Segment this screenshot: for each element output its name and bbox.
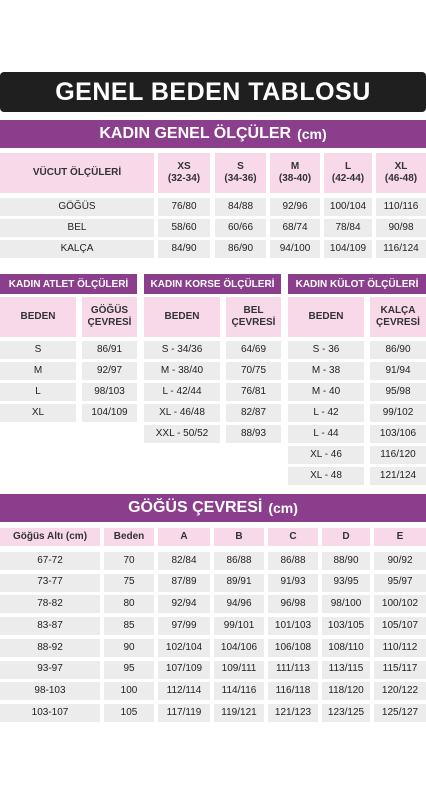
gogus-value-cell: 73-77 <box>0 574 100 592</box>
genel-size-range: (46-48) <box>384 173 418 184</box>
genel-size-range: (42-44) <box>331 173 365 184</box>
genel-size-name: L <box>344 160 352 172</box>
genel-value-cell: 84/88 <box>215 198 266 216</box>
gogus-value-cell: 111/113 <box>268 661 318 679</box>
atlet-header-beden: BEDEN <box>0 297 76 337</box>
gogus-value-cell: 107/109 <box>158 661 210 679</box>
genel-header-label: VÜCUT ÖLÇÜLERİ <box>0 153 154 193</box>
genel-size-name: XS <box>177 160 191 172</box>
atlet-title: KADIN ATLET ÖLÇÜLERİ <box>0 274 137 294</box>
kulot-row-cevre: 91/94 <box>370 362 426 380</box>
korse-header-beden: BEDEN <box>144 297 220 337</box>
korse-row-beden: S - 34/36 <box>144 341 220 359</box>
kulot-header-beden: BEDEN <box>288 297 364 337</box>
genel-row-label: GÖĞÜS <box>0 198 154 216</box>
gogus-value-cell: 112/114 <box>158 682 210 700</box>
gogus-value-cell: 108/110 <box>322 639 370 657</box>
atlet-header-cevre: GÖĞÜS ÇEVRESİ <box>82 297 137 337</box>
genel-size-range: (32-34) <box>167 173 201 184</box>
gogus-header-cell: E <box>374 528 426 546</box>
gogus-value-cell: 86/88 <box>268 552 318 570</box>
genel-value-cell: 104/109 <box>324 240 372 258</box>
korse-row-cevre: 76/81 <box>226 383 281 401</box>
genel-value-cell: 94/100 <box>270 240 320 258</box>
gogus-value-cell: 88-92 <box>0 639 100 657</box>
genel-size-name: XL <box>394 160 408 172</box>
kulot-header-cevre: KALÇA ÇEVRESİ <box>370 297 426 337</box>
kulot-row-beden: S - 36 <box>288 341 364 359</box>
kulot-title: KADIN KÜLOT ÖLÇÜLERİ <box>288 274 426 294</box>
genel-value-cell: 68/74 <box>270 219 320 237</box>
gogus-value-cell: 78-82 <box>0 595 100 613</box>
kulot-row-cevre: 121/124 <box>370 467 426 485</box>
gogus-value-cell: 121/123 <box>268 704 318 722</box>
kulot-row-beden: XL - 48 <box>288 467 364 485</box>
gogus-value-cell: 83-87 <box>0 617 100 635</box>
atlet-row-cevre: 86/91 <box>82 341 137 359</box>
gogus-header-cell: C <box>268 528 318 546</box>
kulot-row-beden: L - 42 <box>288 404 364 422</box>
korse-row-beden: XXL - 50/52 <box>144 425 220 443</box>
genel-value-cell: 92/96 <box>270 198 320 216</box>
gogus-value-cell: 105 <box>104 704 154 722</box>
kulot-row-beden: M - 40 <box>288 383 364 401</box>
gogus-value-cell: 86/88 <box>214 552 264 570</box>
korse-row-beden: M - 38/40 <box>144 362 220 380</box>
korse-header-cevre: BEL ÇEVRESİ <box>226 297 281 337</box>
kulot-row-beden: L - 44 <box>288 425 364 443</box>
korse-row-cevre: 88/93 <box>226 425 281 443</box>
gogus-header-cell: A <box>158 528 210 546</box>
gogus-value-cell: 97/99 <box>158 617 210 635</box>
kulot-row-cevre: 86/90 <box>370 341 426 359</box>
gogus-value-cell: 95 <box>104 661 154 679</box>
gogus-value-cell: 114/116 <box>214 682 264 700</box>
atlet-row-cevre: 104/109 <box>82 404 137 422</box>
gogus-title-text: GÖĞÜS ÇEVRESİ <box>128 499 263 516</box>
gogus-value-cell: 85 <box>104 617 154 635</box>
genel-size-header <box>324 153 372 193</box>
korse-row-cevre: 70/75 <box>226 362 281 380</box>
gogus-value-cell: 87/89 <box>158 574 210 592</box>
gogus-value-cell: 102/104 <box>158 639 210 657</box>
kulot-row-cevre: 95/98 <box>370 383 426 401</box>
gogus-value-cell: 125/127 <box>374 704 426 722</box>
gogus-header-cell: Beden <box>104 528 154 546</box>
gogus-value-cell: 104/106 <box>214 639 264 657</box>
gogus-value-cell: 67-72 <box>0 552 100 570</box>
korse-row-beden: XL - 46/48 <box>144 404 220 422</box>
gogus-value-cell: 89/91 <box>214 574 264 592</box>
genel-value-cell: 78/84 <box>324 219 372 237</box>
genel-value-cell: 60/66 <box>215 219 266 237</box>
kadin-genel-unit: (cm) <box>297 126 327 142</box>
gogus-value-cell: 115/117 <box>374 661 426 679</box>
korse-row-cevre: 82/87 <box>226 404 281 422</box>
kulot-row-beden: M - 38 <box>288 362 364 380</box>
gogus-value-cell: 120/122 <box>374 682 426 700</box>
korse-row-cevre: 64/69 <box>226 341 281 359</box>
genel-value-cell: 116/124 <box>376 240 426 258</box>
gogus-value-cell: 103-107 <box>0 704 100 722</box>
genel-value-cell: 100/104 <box>324 198 372 216</box>
gogus-value-cell: 75 <box>104 574 154 592</box>
kulot-row-cevre: 103/106 <box>370 425 426 443</box>
gogus-value-cell: 91/93 <box>268 574 318 592</box>
korse-title: KADIN KORSE ÖLÇÜLERİ <box>144 274 281 294</box>
gogus-value-cell: 119/121 <box>214 704 264 722</box>
gogus-value-cell: 93-97 <box>0 661 100 679</box>
gogus-value-cell: 98/100 <box>322 595 370 613</box>
genel-value-cell: 76/80 <box>158 198 210 216</box>
genel-size-name: M <box>290 160 300 172</box>
gogus-value-cell: 92/94 <box>158 595 210 613</box>
gogus-value-cell: 113/115 <box>322 661 370 679</box>
genel-row-label: KALÇA <box>0 240 154 258</box>
kulot-row-cevre: 116/120 <box>370 446 426 464</box>
kadin-genel-title <box>0 120 426 148</box>
gogus-value-cell: 123/125 <box>322 704 370 722</box>
gogus-header-cell: D <box>322 528 370 546</box>
gogus-value-cell: 117/119 <box>158 704 210 722</box>
genel-size-range: (34-36) <box>224 173 257 184</box>
genel-size-header <box>158 153 210 193</box>
gogus-value-cell: 98-103 <box>0 682 100 700</box>
kulot-row-beden: XL - 46 <box>288 446 364 464</box>
atlet-row-cevre: 98/103 <box>82 383 137 401</box>
gogus-value-cell: 105/107 <box>374 617 426 635</box>
genel-value-cell: 58/60 <box>158 219 210 237</box>
atlet-row-beden: XL <box>0 404 76 422</box>
atlet-row-beden: M <box>0 362 76 380</box>
page-title: GENEL BEDEN TABLOSU <box>0 72 426 112</box>
gogus-value-cell: 100/102 <box>374 595 426 613</box>
gogus-value-cell: 101/103 <box>268 617 318 635</box>
gogus-value-cell: 90/92 <box>374 552 426 570</box>
gogus-value-cell: 80 <box>104 595 154 613</box>
gogus-value-cell: 110/112 <box>374 639 426 657</box>
gogus-value-cell: 90 <box>104 639 154 657</box>
gogus-value-cell: 70 <box>104 552 154 570</box>
atlet-row-cevre: 92/97 <box>82 362 137 380</box>
kulot-row-cevre: 99/102 <box>370 404 426 422</box>
korse-row-beden: L - 42/44 <box>144 383 220 401</box>
gogus-value-cell: 96/98 <box>268 595 318 613</box>
gogus-value-cell: 103/105 <box>322 617 370 635</box>
gogus-header-cell: B <box>214 528 264 546</box>
atlet-row-beden: L <box>0 383 76 401</box>
genel-size-header <box>270 153 320 193</box>
gogus-title <box>0 494 426 522</box>
kadin-genel-title-text: KADIN GENEL ÖLÇÜLER <box>99 125 292 142</box>
gogus-value-cell: 118/120 <box>322 682 370 700</box>
genel-value-cell: 86/90 <box>215 240 266 258</box>
genel-value-cell: 90/98 <box>376 219 426 237</box>
gogus-value-cell: 82/84 <box>158 552 210 570</box>
genel-value-cell: 84/90 <box>158 240 210 258</box>
gogus-value-cell: 106/108 <box>268 639 318 657</box>
gogus-value-cell: 93/95 <box>322 574 370 592</box>
gogus-header-cell: Göğüs Altı (cm) <box>0 528 100 546</box>
gogus-value-cell: 88/90 <box>322 552 370 570</box>
gogus-value-cell: 95/97 <box>374 574 426 592</box>
genel-size-range: (38-40) <box>278 173 312 184</box>
genel-value-cell: 110/116 <box>376 198 426 216</box>
gogus-value-cell: 116/118 <box>268 682 318 700</box>
gogus-unit: (cm) <box>268 500 298 516</box>
gogus-value-cell: 109/111 <box>214 661 264 679</box>
gogus-value-cell: 100 <box>104 682 154 700</box>
genel-size-header <box>215 153 266 193</box>
genel-size-header <box>376 153 426 193</box>
genel-size-name: S <box>237 160 244 172</box>
gogus-value-cell: 99/101 <box>214 617 264 635</box>
genel-row-label: BEL <box>0 219 154 237</box>
atlet-row-beden: S <box>0 341 76 359</box>
gogus-value-cell: 94/96 <box>214 595 264 613</box>
